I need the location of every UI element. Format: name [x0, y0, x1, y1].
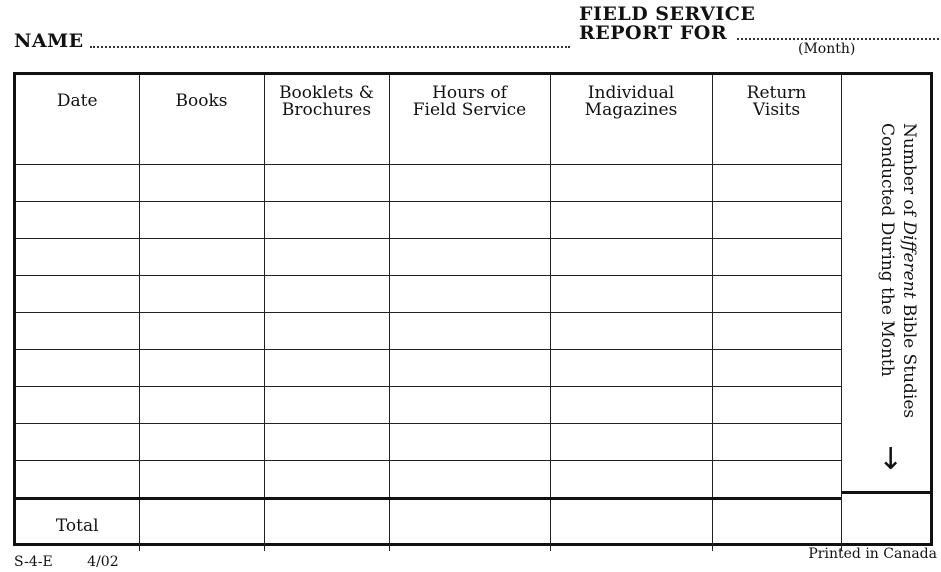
printed-note: Printed in Canada: [808, 546, 937, 562]
cell-hours[interactable]: [389, 165, 550, 202]
report-title-line2: REPORT FOR: [579, 22, 728, 44]
table-row: [16, 239, 841, 276]
name-input-line[interactable]: [90, 45, 570, 48]
cell-return-visits[interactable]: [712, 165, 841, 202]
month-field[interactable]: [579, 24, 939, 43]
cell-booklets[interactable]: [264, 165, 389, 202]
cell-hours[interactable]: [389, 424, 550, 461]
cell-hours[interactable]: [389, 276, 550, 313]
report-title: [579, 5, 939, 43]
table-row: [16, 350, 841, 387]
cell-booklets[interactable]: [264, 276, 389, 313]
cell-magazines[interactable]: [550, 424, 712, 461]
form-code: [14, 554, 119, 570]
cell-magazines[interactable]: [550, 239, 712, 276]
cell-hours[interactable]: [389, 128, 550, 165]
cell-booklets[interactable]: [264, 128, 389, 165]
cell-magazines[interactable]: [550, 350, 712, 387]
cell-return-visits[interactable]: [712, 350, 841, 387]
cell-date[interactable]: [16, 128, 139, 165]
cell-magazines[interactable]: [550, 387, 712, 424]
cell-return-visits[interactable]: [712, 424, 841, 461]
total-cell-hours[interactable]: [389, 499, 550, 552]
cell-magazines[interactable]: [550, 276, 712, 313]
cell-return-visits[interactable]: [712, 276, 841, 313]
form-number: S-4-E: [14, 554, 53, 570]
total-label: Total: [16, 499, 139, 552]
cell-hours[interactable]: [389, 202, 550, 239]
cell-books[interactable]: [139, 387, 264, 424]
table-row: [16, 424, 841, 461]
bible-studies-label: Number of Different Bible Studies Conducted During the Month: [877, 123, 919, 419]
report-table: [16, 75, 842, 551]
report-title-line1: FIELD SERVICE: [579, 3, 756, 25]
cell-return-visits[interactable]: [712, 387, 841, 424]
cell-books[interactable]: [139, 165, 264, 202]
column-header-return-visits: Return Visits: [712, 75, 841, 128]
table-row: [16, 202, 841, 239]
cell-date[interactable]: [16, 313, 139, 350]
cell-books[interactable]: [139, 276, 264, 313]
cell-hours[interactable]: [389, 350, 550, 387]
table-row: [16, 276, 841, 313]
cell-hours[interactable]: [389, 313, 550, 350]
header-row: [16, 75, 841, 128]
name-label: NAME: [14, 30, 84, 52]
cell-return-visits[interactable]: [712, 313, 841, 350]
cell-books[interactable]: [139, 239, 264, 276]
column-header-hours: Hours of Field Service: [389, 75, 550, 128]
bible-studies-column: [841, 75, 930, 543]
cell-books[interactable]: [139, 202, 264, 239]
cell-magazines[interactable]: [550, 461, 712, 499]
cell-magazines[interactable]: [550, 165, 712, 202]
table-row: [16, 387, 841, 424]
cell-magazines[interactable]: [550, 128, 712, 165]
cell-hours[interactable]: [389, 239, 550, 276]
month-caption: (Month): [798, 41, 856, 57]
cell-date[interactable]: [16, 387, 139, 424]
column-header-booklets: Booklets & Brochures: [264, 75, 389, 128]
cell-booklets[interactable]: [264, 313, 389, 350]
cell-date[interactable]: [16, 202, 139, 239]
total-row: [16, 499, 841, 552]
cell-books[interactable]: [139, 350, 264, 387]
table-row: [16, 128, 841, 165]
cell-return-visits[interactable]: [712, 461, 841, 499]
cell-books[interactable]: [139, 424, 264, 461]
total-cell-return-visits[interactable]: [712, 499, 841, 552]
cell-magazines[interactable]: [550, 202, 712, 239]
column-header-books: Books: [139, 75, 264, 128]
cell-booklets[interactable]: [264, 239, 389, 276]
cell-books[interactable]: [139, 128, 264, 165]
cell-date[interactable]: [16, 276, 139, 313]
cell-date[interactable]: [16, 350, 139, 387]
cell-return-visits[interactable]: [712, 202, 841, 239]
cell-booklets[interactable]: [264, 202, 389, 239]
cell-booklets[interactable]: [264, 461, 389, 499]
month-input-line[interactable]: [737, 37, 939, 40]
column-header-date: Date: [16, 75, 139, 128]
cell-magazines[interactable]: [550, 313, 712, 350]
cell-date[interactable]: [16, 239, 139, 276]
column-header-magazines: Individual Magazines: [550, 75, 712, 128]
cell-books[interactable]: [139, 313, 264, 350]
arrow-down-icon: ↓: [878, 442, 904, 477]
cell-booklets[interactable]: [264, 350, 389, 387]
table-row: [16, 461, 841, 499]
cell-books[interactable]: [139, 461, 264, 499]
cell-hours[interactable]: [389, 461, 550, 499]
table-row: [16, 313, 841, 350]
cell-booklets[interactable]: [264, 387, 389, 424]
form-revision: 4/02: [87, 554, 119, 570]
cell-return-visits[interactable]: [712, 128, 841, 165]
total-cell-magazines[interactable]: [550, 499, 712, 552]
cell-date[interactable]: [16, 461, 139, 499]
table-row: [16, 165, 841, 202]
cell-return-visits[interactable]: [712, 239, 841, 276]
total-cell-books[interactable]: [139, 499, 264, 552]
cell-date[interactable]: [16, 424, 139, 461]
cell-date[interactable]: [16, 165, 139, 202]
bible-studies-total-cell[interactable]: [842, 491, 930, 543]
cell-booklets[interactable]: [264, 424, 389, 461]
name-field[interactable]: [14, 30, 570, 52]
total-cell-booklets[interactable]: [264, 499, 389, 552]
report-form: [13, 72, 933, 546]
cell-hours[interactable]: [389, 387, 550, 424]
